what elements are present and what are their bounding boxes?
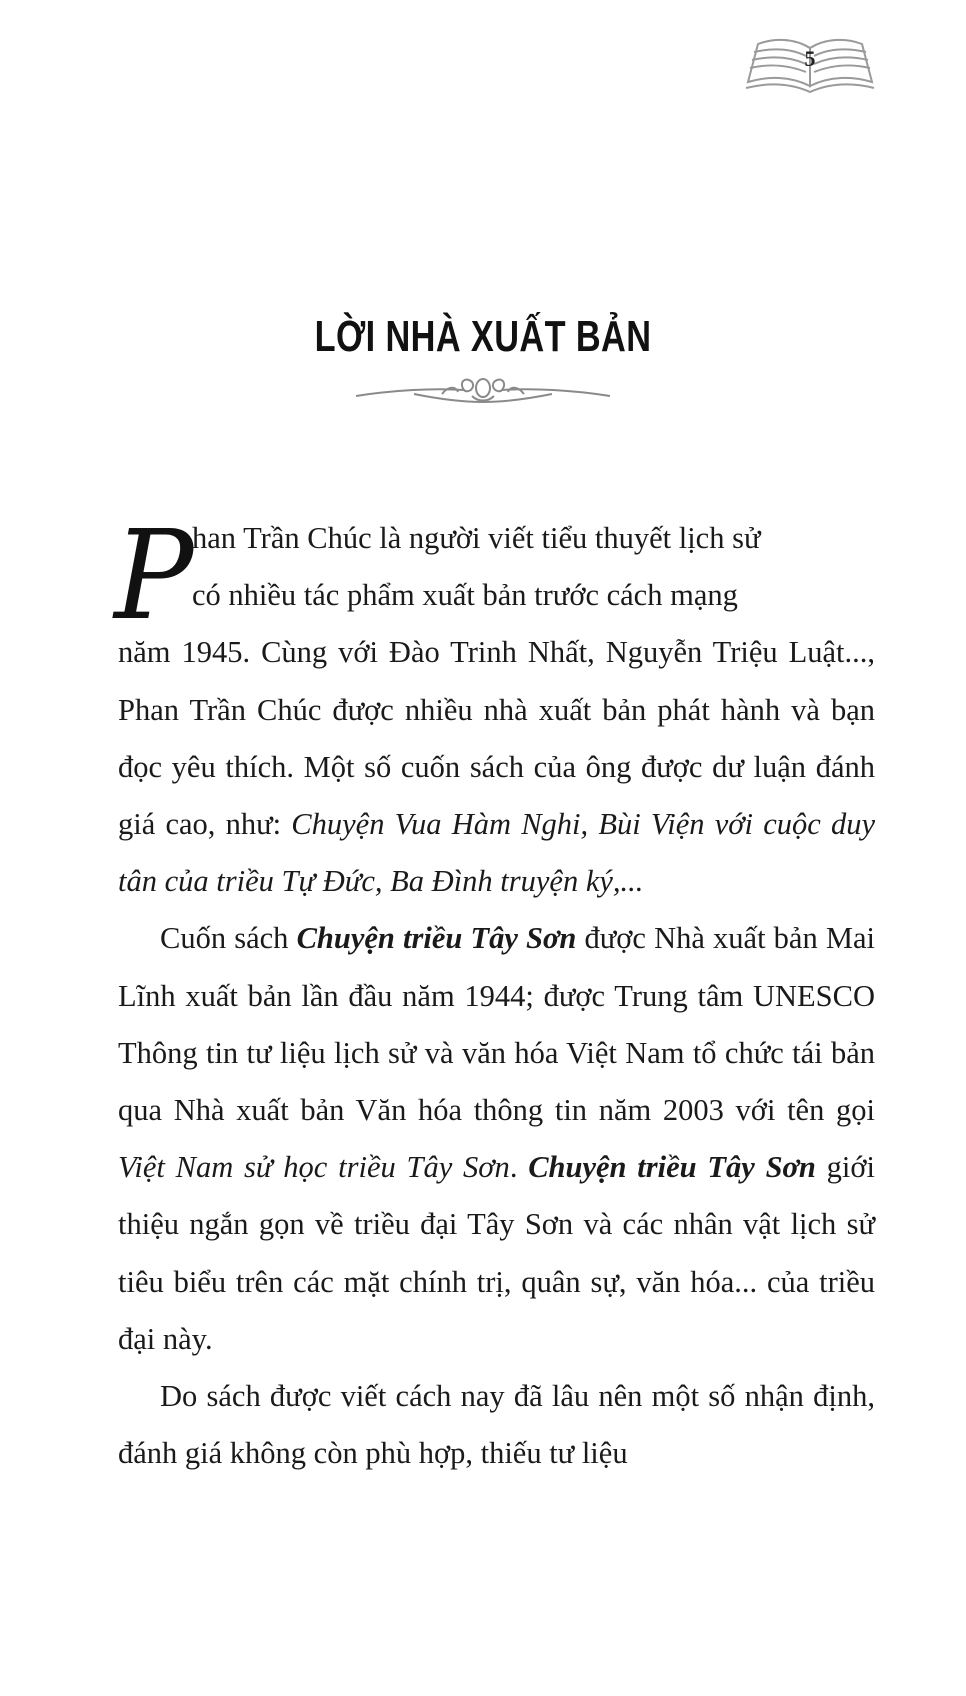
decorative-divider-icon xyxy=(354,372,612,408)
paragraph-1-line-2: có nhiều tác phẩm xuất bản trước cách mạng xyxy=(192,578,738,613)
paragraph-1-text: năm 1945. Cùng với Đào Trinh Nhất, Nguyễn Triệu Luật..., Phan Trần Chúc được nhiều nhà xuất bản phát hành và bạn đọc yêu thích. Một số cuốn sách của ông được dư luận đánh giá cao, như: xyxy=(118,635,875,842)
alt-book-title: Việt Nam sử học triều Tây Sơn xyxy=(118,1150,510,1185)
paragraph-2-text-4: giới thiệu ngắn gọn về triều đại Tây Sơn và các nhân vật lịch sử tiêu biểu trên các mặt chính trị, quân sự, văn hóa... của triều đại này. xyxy=(118,1150,875,1356)
body-text xyxy=(114,504,875,1482)
paragraph-1 xyxy=(114,504,875,910)
paragraph-3: Do sách được viết cách nay đã lâu nên một số nhận định, đánh giá không còn phù hợp, thiếu tư liệu xyxy=(118,1379,875,1471)
page-number-badge xyxy=(744,30,876,100)
paragraph-1-line-1: han Trần Chúc là người viết tiểu thuyết lịch sử xyxy=(192,521,761,555)
paragraph-2 xyxy=(118,910,875,1368)
page-number: 5 xyxy=(804,46,816,71)
drop-cap: P xyxy=(114,504,194,648)
paragraph-2-text-3: . xyxy=(509,1150,529,1185)
book-title: Chuyện triều Tây Sơn xyxy=(296,921,577,956)
book-title-2: Chuyện triều Tây Sơn xyxy=(528,1150,816,1185)
paragraph-2-text-1: Cuốn sách xyxy=(160,921,297,956)
page-title: LỜI NHÀ XUẤT BẢN xyxy=(314,312,652,361)
works-list: Chuyện Vua Hàm Nghi, Bùi Viện với cuộc duy tân của triều Tự Đức, Ba Đình truyện ký,... xyxy=(118,807,875,899)
paragraph-2-text-2: được Nhà xuất bản Mai Lĩnh xuất bản lần đầu năm 1944; được Trung tâm UNESCO Thông tin tư liệu lịch sử và văn hóa Việt Nam tổ chức tái bản qua Nhà xuất bản Văn hóa thông tin năm 2003 với tên gọi xyxy=(118,921,875,1128)
